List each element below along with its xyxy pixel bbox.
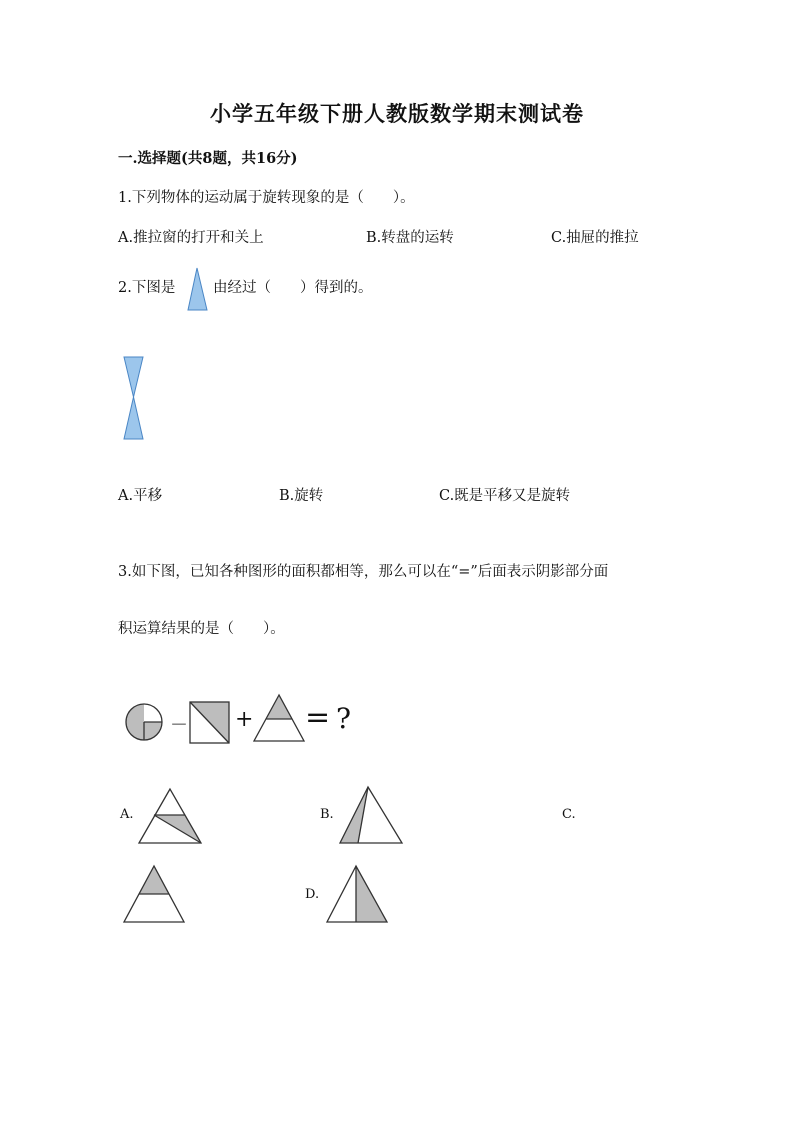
equation-equals-sign: = (305, 700, 331, 735)
question-2-hourglass-figure (121, 355, 147, 441)
question-1-option-b[interactable]: B.转盘的运转 (366, 230, 454, 246)
question-3-option-a[interactable]: A. (120, 807, 134, 822)
question-2-option-c[interactable]: C.既是平移又是旋转 (439, 488, 571, 504)
question-3-text-line1: 3.如下图，已知各种图形的面积都相等，那么可以在“=”后面表示阴影部分面 (118, 564, 609, 580)
equation-minus-sign: － (170, 715, 188, 736)
question-2-option-b[interactable]: B.旋转 (279, 488, 324, 504)
question-1-text: 1.下列物体的运动属于旋转现象的是（ ）。 (118, 190, 415, 206)
equation-question-mark: ? (336, 702, 352, 735)
question-2-option-a[interactable]: A.平移 (118, 488, 163, 504)
question-1-option-c[interactable]: C.抽屉的推拉 (551, 230, 639, 246)
equation-plus-sign: + (235, 707, 254, 732)
question-3-text-line2: 积运算结果的是（ ）。 (118, 621, 285, 637)
equation-circle-figure (124, 702, 166, 744)
question-3-option-d[interactable]: D. (305, 887, 320, 902)
option-d-triangle-figure[interactable] (325, 864, 389, 924)
equation-triangle-figure (253, 693, 305, 743)
option-b-triangle-figure[interactable] (338, 785, 404, 845)
option-a-triangle-figure[interactable] (137, 787, 203, 845)
question-2-inline-triangle (186, 266, 210, 312)
question-3-option-b[interactable]: B. (320, 807, 334, 822)
question-3-option-c[interactable]: C. (562, 807, 576, 822)
section-heading: 一.选择题(共8题，共16分) (118, 150, 298, 167)
question-1-option-a[interactable]: A.推拉窗的打开和关上 (118, 230, 264, 246)
question-2-text-before: 2.下图是 (118, 280, 176, 296)
equation-square-figure (188, 700, 232, 746)
option-c-triangle-figure[interactable] (122, 864, 188, 924)
question-2-text-after: 由经过（ ）得到的。 (213, 280, 373, 296)
page-title: 小学五年级下册人教版数学期末测试卷 (210, 101, 584, 126)
